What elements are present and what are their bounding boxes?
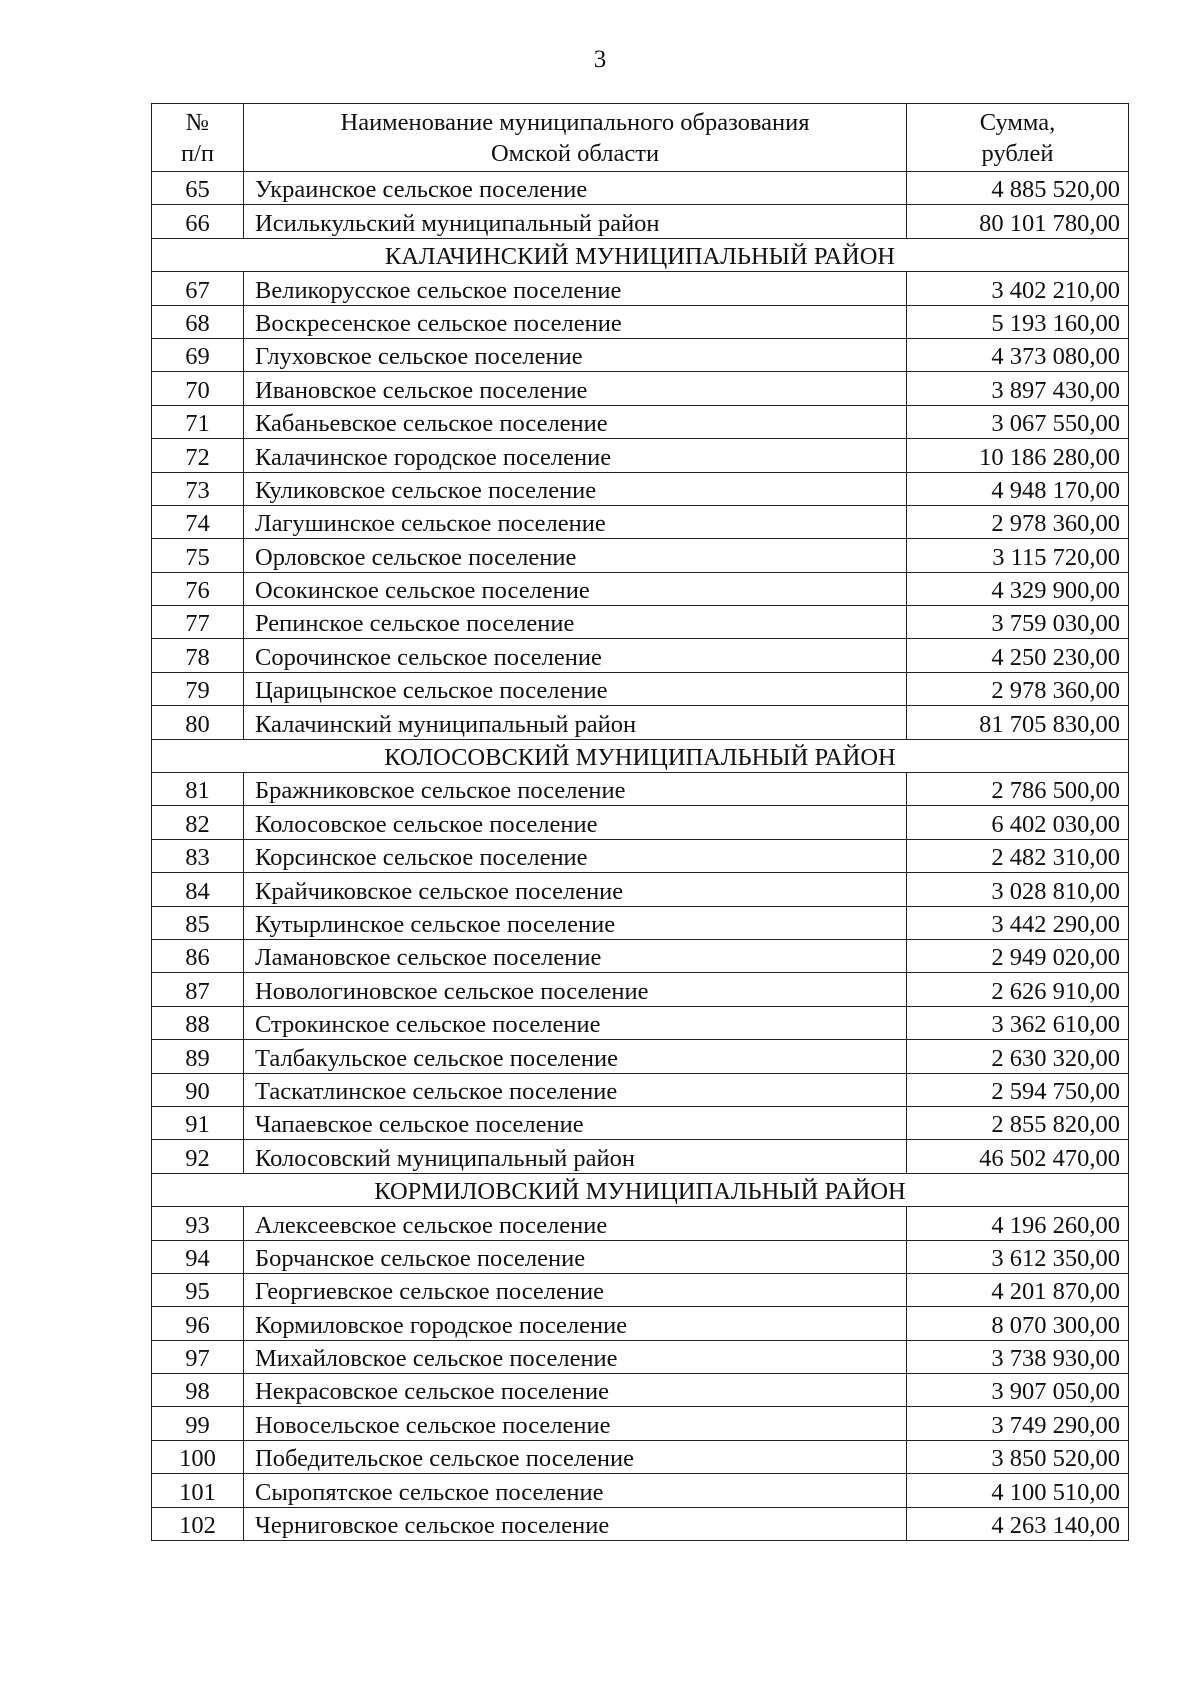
table-row [152,305,1129,338]
row-number-cell: 71 [152,405,244,438]
row-number-cell: 77 [152,606,244,639]
table-row [152,606,1129,639]
row-number-cell: 99 [152,1407,244,1440]
municipality-name-cell: Колосовское сельское поселение [244,806,907,839]
municipality-name-cell: Борчанское сельское поселение [244,1240,907,1273]
table-row [152,1040,1129,1073]
amount-cell: 80 101 780,00 [907,205,1129,238]
column-header-number-line1: № [185,108,210,136]
amount-cell: 4 329 900,00 [907,572,1129,605]
table-row [152,1073,1129,1106]
amount-cell: 4 250 230,00 [907,639,1129,672]
table-row [152,1440,1129,1473]
table-row [152,1507,1129,1540]
amount-cell: 3 612 350,00 [907,1240,1129,1273]
municipality-name-cell: Колосовский муниципальный район [244,1140,907,1173]
row-number-cell: 98 [152,1374,244,1407]
municipality-name-cell: Царицынское сельское поселение [244,672,907,705]
row-number-cell: 90 [152,1073,244,1106]
row-number-cell: 95 [152,1273,244,1306]
row-number-cell: 66 [152,205,244,238]
table-row [152,672,1129,705]
table-body [152,172,1129,1541]
amount-cell: 3 115 720,00 [907,539,1129,572]
municipality-name-cell: Михайловское сельское поселение [244,1340,907,1373]
table-row [152,439,1129,472]
table-row [152,1307,1129,1340]
table-row [152,472,1129,505]
municipality-name-cell: Калачинский муниципальный район [244,706,907,739]
table-row [152,839,1129,872]
row-number-cell: 76 [152,572,244,605]
municipality-name-cell: Черниговское сельское поселение [244,1507,907,1540]
amount-cell: 4 201 870,00 [907,1273,1129,1306]
amount-cell: 46 502 470,00 [907,1140,1129,1173]
district-title-row [152,238,1129,271]
table-row [152,1240,1129,1273]
allocation-table [151,103,1129,1541]
table-row [152,572,1129,605]
municipality-name-cell: Некрасовское сельское поселение [244,1374,907,1407]
municipality-name-cell: Новологиновское сельское поселение [244,973,907,1006]
row-number-cell: 73 [152,472,244,505]
amount-cell: 3 850 520,00 [907,1440,1129,1473]
amount-cell: 4 196 260,00 [907,1207,1129,1240]
municipality-name-cell: Сыропятское сельское поселение [244,1474,907,1507]
municipality-name-cell: Бражниковское сельское поселение [244,773,907,806]
amount-cell: 3 897 430,00 [907,372,1129,405]
table-row [152,973,1129,1006]
table-row [152,1374,1129,1407]
table-row [152,172,1129,205]
page-number: 3 [593,46,607,73]
table-row [152,505,1129,538]
amount-cell: 4 373 080,00 [907,338,1129,371]
municipality-name-cell: Куликовское сельское поселение [244,472,907,505]
municipality-name-cell: Исилькульский муниципальный район [244,205,907,238]
row-number-cell: 83 [152,839,244,872]
table-row [152,1106,1129,1139]
row-number-cell: 94 [152,1240,244,1273]
table-row [152,1207,1129,1240]
row-number-cell: 79 [152,672,244,705]
row-number-cell: 86 [152,939,244,972]
amount-cell: 3 402 210,00 [907,272,1129,305]
amount-cell: 2 978 360,00 [907,505,1129,538]
municipality-name-cell: Георгиевское сельское поселение [244,1273,907,1306]
table-row [152,939,1129,972]
municipality-name-cell: Украинское сельское поселение [244,172,907,205]
table-header-row [152,104,1129,172]
district-title: КОЛОСОВСКИЙ МУНИЦИПАЛЬНЫЙ РАЙОН [152,739,1129,772]
column-header-number [152,104,244,172]
municipality-name-cell: Новосельское сельское поселение [244,1407,907,1440]
row-number-cell: 65 [152,172,244,205]
municipality-name-cell: Кабаньевское сельское поселение [244,405,907,438]
amount-cell: 2 482 310,00 [907,839,1129,872]
row-number-cell: 70 [152,372,244,405]
table-row [152,873,1129,906]
row-number-cell: 78 [152,639,244,672]
municipality-name-cell: Крайчиковское сельское поселение [244,873,907,906]
row-number-cell: 68 [152,305,244,338]
amount-cell: 3 759 030,00 [907,606,1129,639]
row-number-cell: 80 [152,706,244,739]
municipality-name-cell: Таскатлинское сельское поселение [244,1073,907,1106]
amount-cell: 4 263 140,00 [907,1507,1129,1540]
municipality-name-cell: Воскресенское сельское поселение [244,305,907,338]
row-number-cell: 96 [152,1307,244,1340]
amount-cell: 81 705 830,00 [907,706,1129,739]
row-number-cell: 100 [152,1440,244,1473]
amount-cell: 2 630 320,00 [907,1040,1129,1073]
row-number-cell: 89 [152,1040,244,1073]
amount-cell: 2 626 910,00 [907,973,1129,1006]
municipality-name-cell: Лагушинское сельское поселение [244,505,907,538]
table-row [152,1006,1129,1039]
amount-cell: 2 594 750,00 [907,1073,1129,1106]
amount-cell: 3 067 550,00 [907,405,1129,438]
column-header-number-line2: п/п [180,139,215,167]
row-number-cell: 92 [152,1140,244,1173]
municipality-name-cell: Глуховское сельское поселение [244,338,907,371]
row-number-cell: 97 [152,1340,244,1373]
amount-cell: 3 907 050,00 [907,1374,1129,1407]
municipality-name-cell: Ивановское сельское поселение [244,372,907,405]
amount-cell: 2 855 820,00 [907,1106,1129,1139]
table-row [152,639,1129,672]
district-title: КОРМИЛОВСКИЙ МУНИЦИПАЛЬНЫЙ РАЙОН [152,1173,1129,1206]
table-row [152,1273,1129,1306]
table-row [152,706,1129,739]
column-header-name [244,104,907,172]
municipality-name-cell: Ламановское сельское поселение [244,939,907,972]
table-row [152,1340,1129,1373]
amount-cell: 2 949 020,00 [907,939,1129,972]
table-row [152,272,1129,305]
municipality-name-cell: Кормиловское городское поселение [244,1307,907,1340]
row-number-cell: 84 [152,873,244,906]
municipality-name-cell: Алексеевское сельское поселение [244,1207,907,1240]
table-row [152,1474,1129,1507]
municipality-name-cell: Сорочинское сельское поселение [244,639,907,672]
row-number-cell: 69 [152,338,244,371]
row-number-cell: 67 [152,272,244,305]
municipality-name-cell: Победительское сельское поселение [244,1440,907,1473]
amount-cell: 3 028 810,00 [907,873,1129,906]
table-row [152,405,1129,438]
amount-cell: 8 070 300,00 [907,1307,1129,1340]
column-header-sum-line1: Сумма, [979,108,1056,136]
row-number-cell: 101 [152,1474,244,1507]
row-number-cell: 74 [152,505,244,538]
column-header-name-line2: Омской области [490,139,660,167]
row-number-cell: 82 [152,806,244,839]
table-row [152,539,1129,572]
municipality-name-cell: Талбакульское сельское поселение [244,1040,907,1073]
row-number-cell: 72 [152,439,244,472]
table-row [152,773,1129,806]
table-row [152,372,1129,405]
amount-cell: 3 738 930,00 [907,1340,1129,1373]
amount-cell: 2 786 500,00 [907,773,1129,806]
amount-cell: 5 193 160,00 [907,305,1129,338]
column-header-sum-line2: рублей [981,139,1054,167]
row-number-cell: 75 [152,539,244,572]
table-row [152,338,1129,371]
municipality-name-cell: Кутырлинское сельское поселение [244,906,907,939]
table-row [152,806,1129,839]
municipality-name-cell: Калачинское городское поселение [244,439,907,472]
municipality-name-cell: Осокинское сельское поселение [244,572,907,605]
amount-cell: 3 362 610,00 [907,1006,1129,1039]
table-row [152,906,1129,939]
table-header [152,104,1129,172]
row-number-cell: 93 [152,1207,244,1240]
row-number-cell: 87 [152,973,244,1006]
amount-cell: 4 948 170,00 [907,472,1129,505]
district-title: КАЛАЧИНСКИЙ МУНИЦИПАЛЬНЫЙ РАЙОН [152,238,1129,271]
amount-cell: 3 749 290,00 [907,1407,1129,1440]
column-header-name-line1: Наименование муниципального образования [340,108,810,136]
municipality-name-cell: Корсинское сельское поселение [244,839,907,872]
amount-cell: 10 186 280,00 [907,439,1129,472]
district-title-row [152,739,1129,772]
municipality-name-cell: Репинское сельское поселение [244,606,907,639]
municipality-name-cell: Великорусское сельское поселение [244,272,907,305]
row-number-cell: 88 [152,1006,244,1039]
district-title-row [152,1173,1129,1206]
row-number-cell: 81 [152,773,244,806]
municipality-name-cell: Орловское сельское поселение [244,539,907,572]
amount-cell: 6 402 030,00 [907,806,1129,839]
amount-cell: 2 978 360,00 [907,672,1129,705]
table-row [152,205,1129,238]
column-header-sum [907,104,1129,172]
amount-cell: 4 885 520,00 [907,172,1129,205]
table-row [152,1140,1129,1173]
row-number-cell: 91 [152,1106,244,1139]
row-number-cell: 102 [152,1507,244,1540]
row-number-cell: 85 [152,906,244,939]
table-row [152,1407,1129,1440]
municipality-name-cell: Чапаевское сельское поселение [244,1106,907,1139]
municipality-name-cell: Строкинское сельское поселение [244,1006,907,1039]
amount-cell: 3 442 290,00 [907,906,1129,939]
amount-cell: 4 100 510,00 [907,1474,1129,1507]
